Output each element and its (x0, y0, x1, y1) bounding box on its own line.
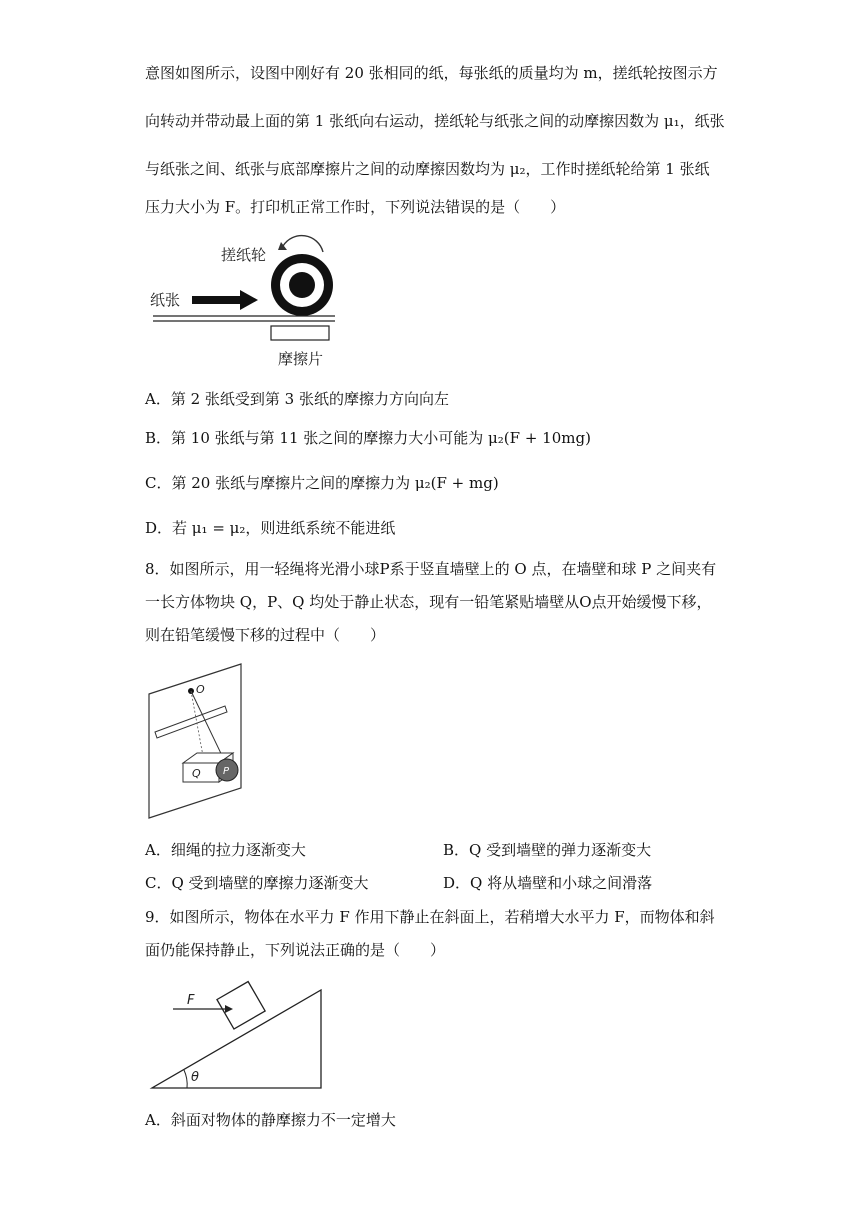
feed-arrow-head-icon (240, 290, 258, 310)
paper-feed-diagram (145, 232, 345, 372)
q8-option-c: C．Q 受到墙壁的摩擦力逐渐变大 (145, 874, 369, 892)
angle-label: θ (191, 1070, 199, 1085)
q7-stem-line-2: 向转动并带动最上面的第 1 张纸向右运动，搓纸轮与纸张之间的动摩擦因数为 μ₁，纸张 (145, 112, 725, 130)
block-q-front (183, 763, 219, 782)
pad-label: 摩擦片 (278, 350, 324, 368)
q7-option-b: B．第 10 张纸与第 11 张之间的摩擦力大小可能为 μ₂(F + 10mg) (145, 429, 591, 447)
feed-arrow-shaft (192, 296, 242, 304)
friction-pad (271, 326, 329, 340)
paper-label: 纸张 (150, 291, 181, 309)
q8-stem-line-3: 则在铅笔缓慢下移的过程中（ ） (145, 626, 386, 644)
q7-option-a: A．第 2 张纸受到第 3 张纸的摩擦力方向向左 (145, 390, 449, 408)
q7-stem-line-4: 压力大小为 F。打印机正常工作时，下列说法错误的是（ ） (145, 198, 566, 216)
roller-label: 搓纸轮 (221, 246, 267, 264)
roller-hub (289, 272, 315, 298)
incline-diagram (145, 980, 335, 1095)
q8-option-d: D．Q 将从墙壁和小球之间滑落 (443, 874, 653, 892)
q7-option-c: C．第 20 张纸与摩擦片之间的摩擦力为 μ₂(F + mg) (145, 474, 499, 492)
q8-option-a: A．细绳的拉力逐渐变大 (145, 841, 306, 859)
wall-plane (149, 664, 241, 818)
q9-stem-line-2: 面仍能保持静止，下列说法正确的是（ ） (145, 941, 446, 959)
q9-option-a: A．斜面对物体的静摩擦力不一定增大 (145, 1111, 396, 1129)
q8-option-b: B．Q 受到墙壁的弹力逐渐变大 (443, 841, 652, 859)
point-o-label: O (196, 683, 205, 696)
wall-ball-diagram (145, 660, 275, 830)
q7-stem-line-3: 与纸张之间、纸张与底部摩擦片之间的动摩擦因数均为 μ₂，工作时搓纸轮给第 1 张纸 (145, 160, 710, 178)
q9-stem-line-1: 9．如图所示，物体在水平力 F 作用下静止在斜面上，若稍增大水平力 F，而物体和斜 (145, 908, 715, 926)
q7-option-d: D．若 μ₁ = μ₂，则进纸系统不能进纸 (145, 519, 396, 537)
q8-stem-line-2: 一长方体物块 Q，P、Q 均处于静止状态，现有一铅笔紧贴墙壁从O点开始缓慢下移， (145, 593, 712, 611)
block-on-incline (217, 982, 265, 1029)
q7-stem-line-1: 意图如图所示，设图中刚好有 20 张相同的纸，每张纸的质量均为 m，搓纸轮按图示方 (145, 64, 718, 82)
force-label: F (187, 993, 195, 1008)
ball-p-label: P (223, 766, 230, 777)
q8-stem-line-1: 8．如图所示，用一轻绳将光滑小球P系于竖直墙壁上的 O 点，在墙壁和球 P 之间夹有 (145, 560, 717, 578)
block-q-label: Q (192, 767, 201, 780)
rotation-arrow-arc (283, 236, 323, 252)
